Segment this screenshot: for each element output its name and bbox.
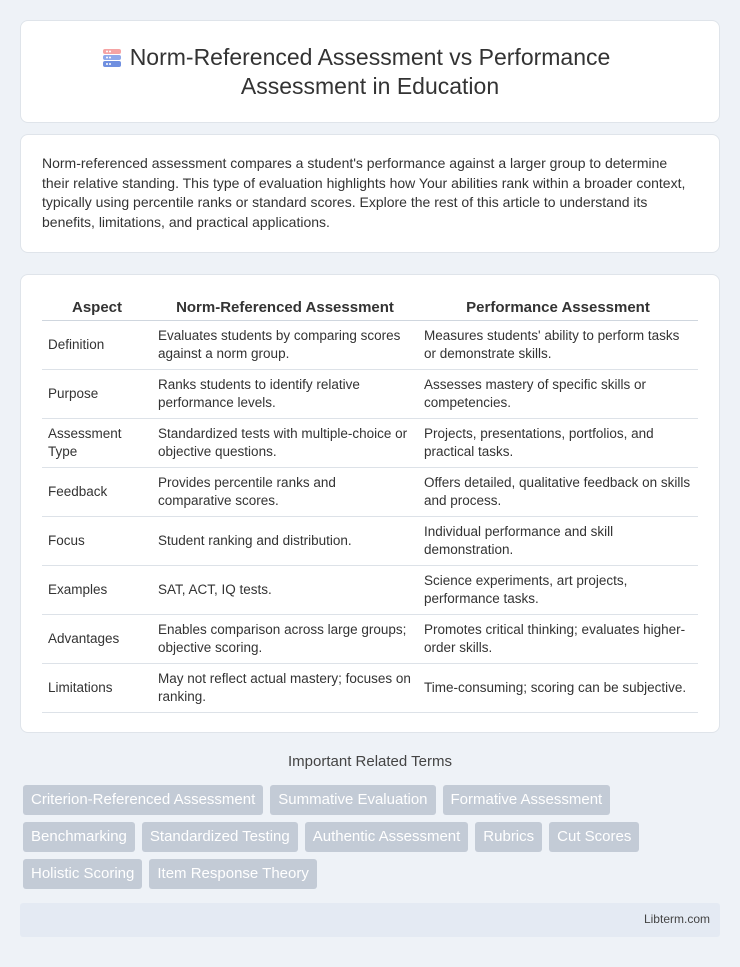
intro-card <box>20 134 720 253</box>
cell-aspect: Focus <box>42 516 152 565</box>
table-row <box>42 516 698 565</box>
cell-aspect: Assessment Type <box>42 418 152 467</box>
related-term-tag[interactable]: Holistic Scoring <box>23 859 142 889</box>
footer-site-link[interactable]: Libterm.com <box>643 912 710 926</box>
related-term-tag[interactable]: Authentic Assessment <box>305 822 469 852</box>
footer <box>20 903 720 937</box>
header-norm-referenced: Norm-Referenced Assessment <box>152 296 418 320</box>
intro-text: Norm-referenced assessment compares a student's performance against a larger group to determine their relative standing. This type of evaluation highlights how Your abilities rank within a broader context, typically using percentile ranks or standard scores. Explore the rest of this article to understand its benefits, limitations, and practical applications. <box>42 155 686 230</box>
related-term-tag[interactable]: Benchmarking <box>23 822 135 852</box>
cell-performance: Promotes critical thinking; evaluates higher-order skills. <box>418 614 698 663</box>
page-title <box>130 43 611 101</box>
comparison-table <box>42 296 698 713</box>
comparison-table-card <box>20 274 720 733</box>
related-term-tag[interactable]: Cut Scores <box>549 822 639 852</box>
cell-aspect: Examples <box>42 565 152 614</box>
related-term-tag[interactable]: Criterion-Referenced Assessment <box>23 785 263 815</box>
cell-performance: Science experiments, art projects, performance tasks. <box>418 565 698 614</box>
table-row <box>42 467 698 516</box>
header-aspect: Aspect <box>42 296 152 320</box>
cell-norm: Provides percentile ranks and comparative scores. <box>152 467 418 516</box>
table-header-row <box>42 296 698 320</box>
related-term-tag[interactable]: Summative Evaluation <box>270 785 435 815</box>
cell-norm: May not reflect actual mastery; focuses on ranking. <box>152 663 418 712</box>
cell-performance: Individual performance and skill demonstration. <box>418 516 698 565</box>
cell-norm: Evaluates students by comparing scores against a norm group. <box>152 320 418 369</box>
related-terms-title: Important Related Terms <box>288 753 452 770</box>
cell-performance: Assesses mastery of specific skills or competencies. <box>418 369 698 418</box>
related-term-tag[interactable]: Standardized Testing <box>142 822 298 852</box>
cell-performance: Time-consuming; scoring can be subjective. <box>418 663 698 712</box>
cell-norm: Ranks students to identify relative performance levels. <box>152 369 418 418</box>
cell-norm: Student ranking and distribution. <box>152 516 418 565</box>
related-term-tag[interactable]: Item Response Theory <box>149 859 316 889</box>
cell-norm: Standardized tests with multiple-choice or objective questions. <box>152 418 418 467</box>
cell-performance: Measures students' ability to perform tasks or demonstrate skills. <box>418 320 698 369</box>
header-performance: Performance Assessment <box>418 296 698 320</box>
related-term-tag[interactable]: Formative Assessment <box>443 785 611 815</box>
page-title-line-2: Assessment in Education <box>240 73 500 99</box>
table-row <box>42 418 698 467</box>
cell-aspect: Limitations <box>42 663 152 712</box>
header-card <box>20 20 720 123</box>
table-row <box>42 614 698 663</box>
table-row <box>42 663 698 712</box>
table-row <box>42 369 698 418</box>
cell-aspect: Advantages <box>42 614 152 663</box>
cell-aspect: Feedback <box>42 467 152 516</box>
table-row <box>42 565 698 614</box>
related-term-tag[interactable]: Rubrics <box>475 822 542 852</box>
cell-aspect: Definition <box>42 320 152 369</box>
related-terms-list <box>23 785 717 889</box>
table-row <box>42 320 698 369</box>
cell-performance: Projects, presentations, portfolios, and practical tasks. <box>418 418 698 467</box>
page-title-line-1: Norm-Referenced Assessment vs Performance <box>129 44 611 70</box>
cell-norm: SAT, ACT, IQ tests. <box>152 565 418 614</box>
cell-norm: Enables comparison across large groups; objective scoring. <box>152 614 418 663</box>
cell-aspect: Purpose <box>42 369 152 418</box>
cell-performance: Offers detailed, qualitative feedback on skills and process. <box>418 467 698 516</box>
